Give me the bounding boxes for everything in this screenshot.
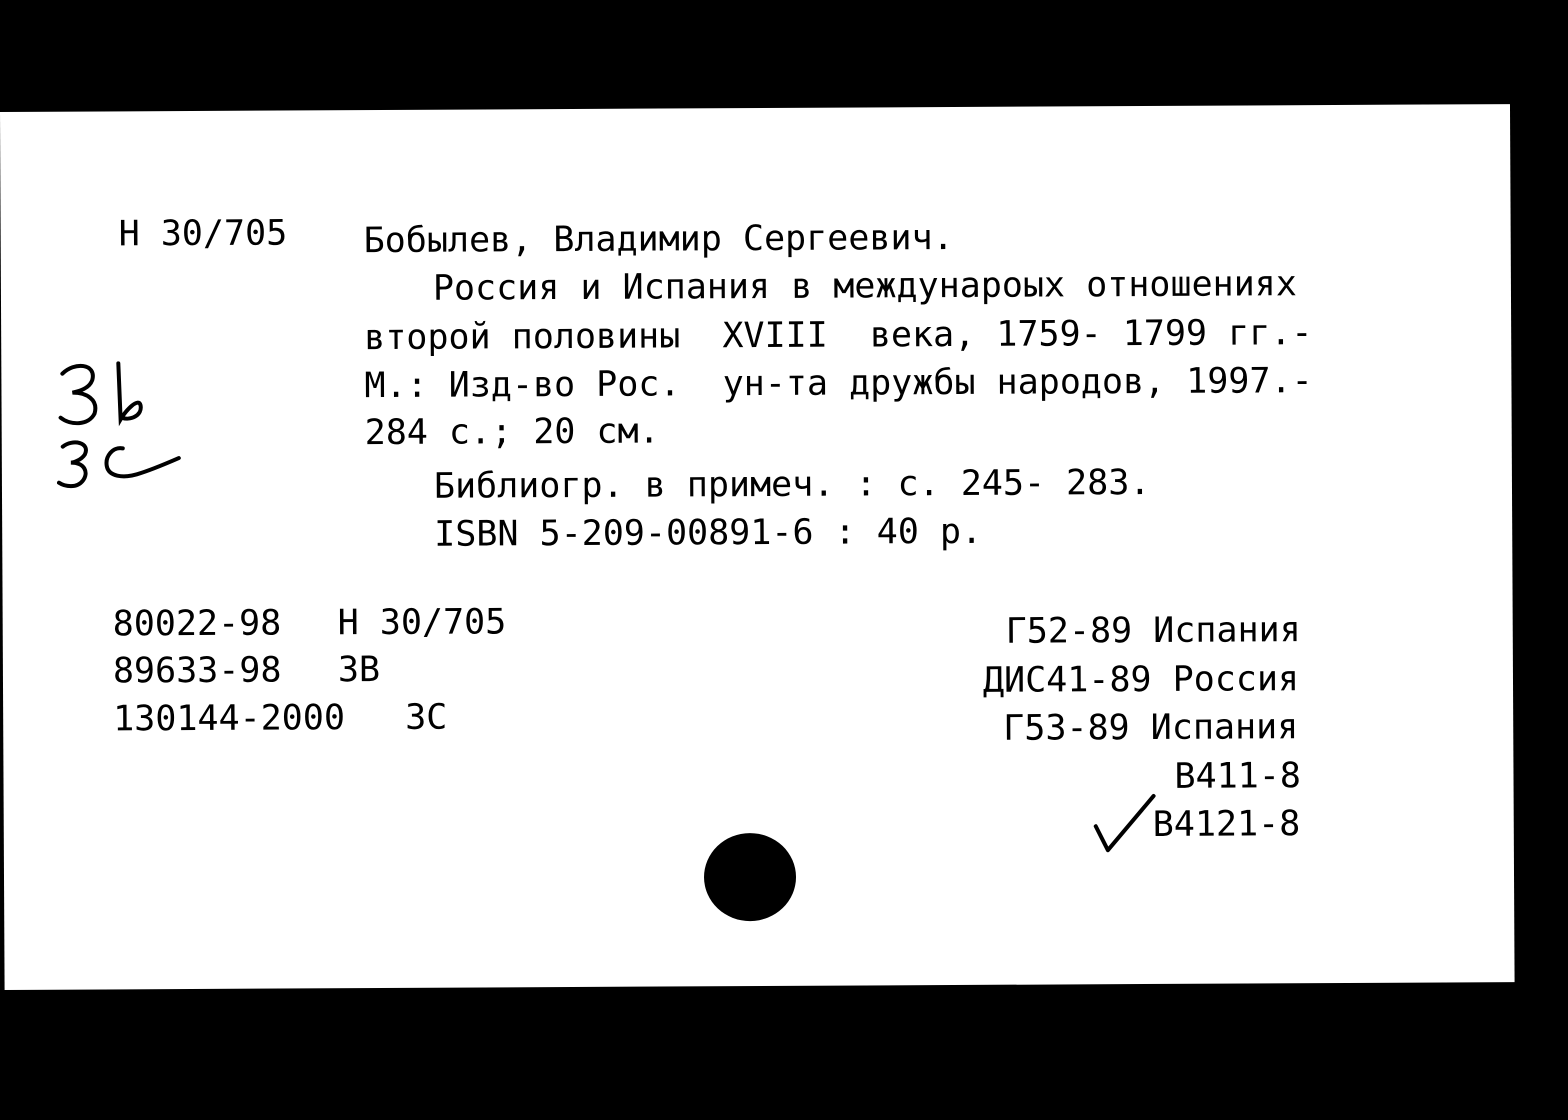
catalog-card (0, 104, 1515, 990)
inventory-number-3: 130144-2000 (113, 698, 346, 740)
inventory-code-1: Н 30/705 (337, 602, 507, 644)
handwritten-3v (56, 359, 166, 430)
shelfmark: Н 30/705 (118, 213, 288, 255)
classification-2: ДИС41-89 Россия (982, 659, 1300, 701)
handwritten-3s (57, 436, 187, 497)
punch-hole (704, 833, 796, 921)
inventory-code-3: ЗС (405, 697, 448, 738)
imprint-line: М.: Изд-во Рос. ун-та дружбы народов, 1997.- (364, 361, 1313, 407)
title-line-2: второй половины XVIII века, 1759- 1799 гг.- (364, 313, 1313, 359)
bibliography-note: Библиогр. в примеч. : с. 245- 283. (433, 462, 1151, 507)
title-line-1: Россия и Испания в междунароых отношениях (432, 264, 1297, 309)
classification-5: В4121-8 (1152, 804, 1301, 845)
inventory-code-2: ЗВ (337, 650, 381, 691)
author-heading: Бобылев, Владимир Сергеевич. (363, 218, 954, 262)
classification-1: Г52-89 Испания (1005, 610, 1301, 652)
checkmark-icon (1092, 792, 1162, 856)
inventory-number-1: 80022-98 (112, 603, 282, 645)
physical-description: 284 с.; 20 см. (364, 411, 660, 454)
inventory-number-2: 89633-98 (112, 650, 282, 692)
classification-3: Г53-89 Испания (1003, 707, 1299, 749)
isbn-note: ISBN 5-209-00891-6 : 40 р. (434, 511, 983, 555)
classification-4: В411-8 (1174, 756, 1302, 797)
